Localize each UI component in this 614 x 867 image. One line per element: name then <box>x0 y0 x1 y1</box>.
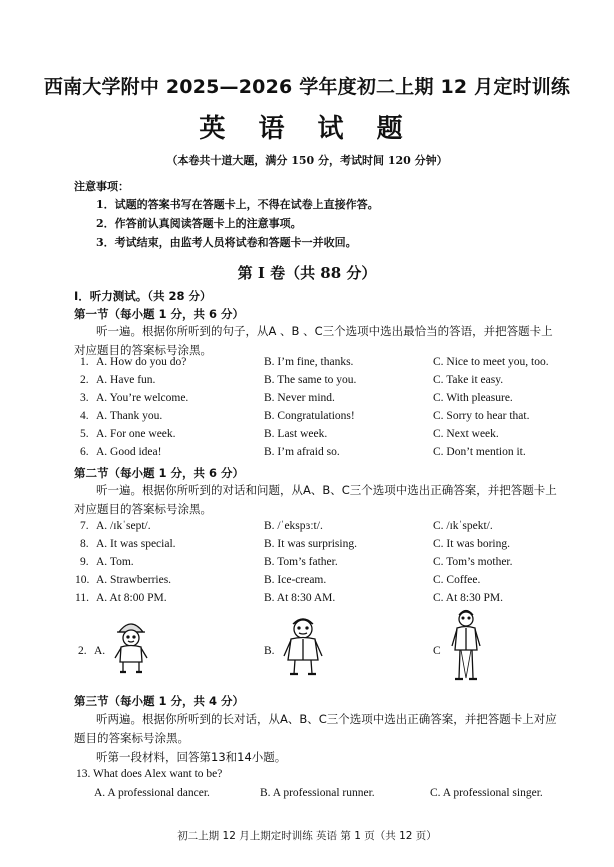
question-row <box>0 428 614 446</box>
note-item: 1．试题的答案书写在答题卡上，不得在试卷上直接作答。 <box>96 198 379 211</box>
option-c: C. Tom’s mother. <box>433 556 513 568</box>
option-b: B. Never mind. <box>264 392 335 404</box>
option-a: A. /ɪkˈsept/. <box>96 520 151 532</box>
question-number: 8. <box>80 538 89 550</box>
section-heading: 第一节（每小题 1 分，共 6 分） <box>74 307 245 321</box>
question-number: 2. <box>80 374 89 386</box>
question-number: 10. <box>75 574 90 586</box>
question-row <box>0 556 614 574</box>
option-a: A. Tom. <box>96 556 134 568</box>
option-b: B. Congratulations! <box>264 410 355 422</box>
option-b: B. At 8:30 AM. <box>264 592 336 604</box>
question-row <box>0 392 614 410</box>
option-c: C. It was boring. <box>433 538 510 550</box>
section-instruction: 听两遍。根据你所听到的长对话，从A、B、C三个选项中选出正确答案，并把答题卡上对应题目的答案标号涂黑。 <box>74 712 557 745</box>
option-b: B. I’m afraid so. <box>264 446 340 458</box>
option-a: A. <box>94 645 106 657</box>
question-row <box>0 538 614 556</box>
question-number: 3. <box>80 392 89 404</box>
option-c: C. /ɪkˈspekt/. <box>433 520 493 532</box>
option-b: B. Ice-cream. <box>264 574 327 586</box>
option-b: B. I’m fine, thanks. <box>264 356 354 368</box>
question-number: 4. <box>80 410 89 422</box>
question-number: 5. <box>80 428 89 440</box>
question-number: 1. <box>80 356 89 368</box>
subject-title: 英 语 试 题 <box>199 114 415 144</box>
notes-heading: 注意事项： <box>74 180 129 193</box>
option-c: C. Don’t mention it. <box>433 446 526 458</box>
boy-cap-icon <box>108 618 154 676</box>
option-a: A. For one week. <box>96 428 176 440</box>
question-number: 7. <box>80 520 89 532</box>
option-c: C. Sorry to hear that. <box>433 410 530 422</box>
option-c: C. At 8:30 PM. <box>433 592 503 604</box>
question-row <box>0 592 614 610</box>
question-row <box>0 356 614 374</box>
option-a: A. Strawberries. <box>96 574 172 586</box>
option-b: B. It was surprising. <box>264 538 357 550</box>
option-b: B. /ˈekspɜːt/. <box>264 520 323 532</box>
section-heading: 第二节（每小题 1 分，共 6 分） <box>74 466 245 480</box>
option-a: A. It was special. <box>96 538 176 550</box>
option-a: A. At 8:00 PM. <box>96 592 167 604</box>
option-a: A. You’re welcome. <box>96 392 189 404</box>
option-a: A. Good idea! <box>96 446 162 458</box>
option-b: B. <box>264 645 275 657</box>
boy-tall-icon <box>446 606 486 684</box>
exam-info: （本卷共十道大题，满分 150 分，考试时间 120 分钟） <box>166 154 448 167</box>
question-row <box>0 374 614 392</box>
question-number: 2. <box>78 645 87 657</box>
page-footer: 初二上期 12 月上期定时训练 英语 第 1 页（共 12 页） <box>177 830 437 842</box>
note-item: 2．作答前认真阅读答题卡上的注意事项。 <box>96 217 302 230</box>
question-number: 6. <box>80 446 89 458</box>
option-c: C. Next week. <box>433 428 499 440</box>
option-c: C. With pleasure. <box>433 392 513 404</box>
note-item: 3．考试结束，由监考人员将试卷和答题卡一并收回。 <box>96 236 357 249</box>
question-row <box>0 446 614 464</box>
option-a: A. A professional dancer. <box>94 787 210 799</box>
question-row <box>0 520 614 538</box>
question-number: 11. <box>75 592 89 604</box>
option-c: C. Nice to meet you, too. <box>433 356 549 368</box>
option-a: A. Have fun. <box>96 374 156 386</box>
question-number: 9. <box>80 556 89 568</box>
option-c: C <box>433 645 441 657</box>
exam-title: 西南大学附中 2025—2026 学年度初二上期 12 月定时训练 <box>43 76 571 98</box>
option-c: C. Coffee. <box>433 574 481 586</box>
option-c: C. Take it easy. <box>433 374 504 386</box>
boy-jacket-icon <box>278 612 328 678</box>
option-b: B. Tom’s father. <box>264 556 338 568</box>
part-heading: I．听力测试。（共 28 分） <box>74 289 212 303</box>
option-b: B. A professional runner. <box>260 787 375 799</box>
question-row <box>0 410 614 428</box>
volume-title: 第 I 卷（共 88 分） <box>237 264 377 282</box>
question-stem: 13. What does Alex want to be? <box>76 768 223 780</box>
option-c: C. A professional singer. <box>430 787 543 799</box>
question-row <box>0 574 614 592</box>
option-b: B. The same to you. <box>264 374 357 386</box>
material-note: 听第一段材料，回答第13和14小题。 <box>96 750 287 764</box>
option-a: A. Thank you. <box>96 410 163 422</box>
section-instruction: 听一遍。根据你所听到的句子，从A 、B 、C三个选项中选出最恰当的答语，并把答题卡上对应题目的答案标号涂黑。 <box>74 324 553 357</box>
section-heading: 第三节（每小题 1 分，共 4 分） <box>74 694 245 708</box>
option-a: A. How do you do? <box>96 356 187 368</box>
section-instruction: 听一遍。根据你所听到的对话和问题，从A、B、C三个选项中选出正确答案，并把答题卡上对应题目的答案标号涂黑。 <box>74 483 557 516</box>
option-b: B. Last week. <box>264 428 328 440</box>
